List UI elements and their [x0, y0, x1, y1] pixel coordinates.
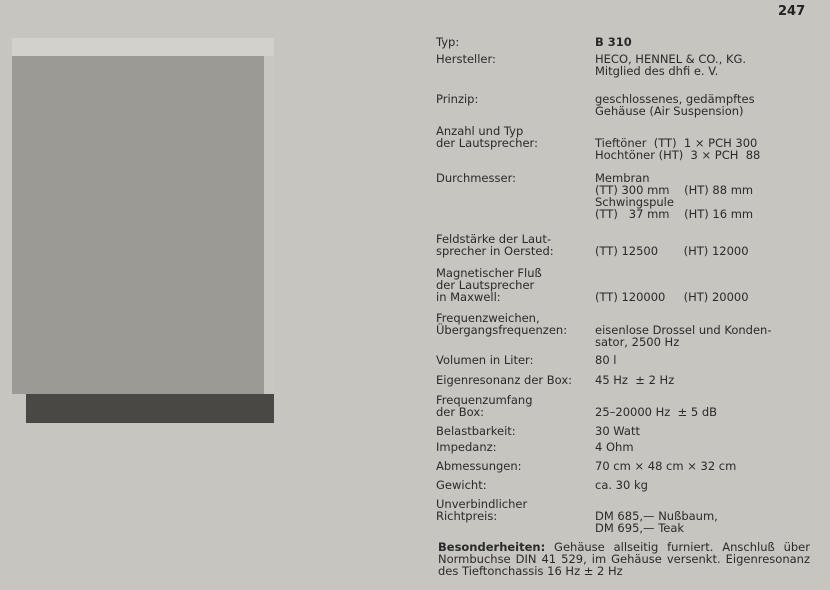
cabinet-front-grille — [12, 56, 264, 394]
spec-label: Feldstärke der Laut- sprecher in Oersted: — [436, 232, 554, 258]
spec-value: eisenlose Drossel und Konden- sator, 2500 Hz — [595, 323, 772, 349]
spec-value: 30 Watt — [595, 424, 640, 438]
spec-label: Frequenzweichen, Übergangsfrequenzen: — [436, 311, 568, 337]
spec-label: Impedanz: — [436, 440, 497, 454]
speaker-cabinet-image — [12, 38, 274, 423]
spec-label: Frequenzumfang der Box: — [436, 393, 533, 419]
cabinet-side — [264, 56, 274, 394]
spec-label: Durchmesser: — [436, 171, 516, 185]
spec-label: Magnetischer Fluß der Lautsprecher in Maxwell: — [436, 266, 542, 304]
spec-value: DM 685,— Nußbaum, DM 695,— Teak — [595, 509, 718, 535]
spec-value: (TT) 120000 (HT) 20000 — [595, 290, 749, 304]
spec-value: B 310 — [595, 35, 632, 49]
spec-label: Typ: — [436, 35, 460, 49]
spec-value: 4 Ohm — [595, 440, 634, 454]
spec-value: HECO, HENNEL & CO., KG. Mitglied des dhfi e. V. — [595, 52, 747, 78]
spec-value: 25–20000 Hz ± 5 dB — [595, 405, 718, 419]
notes-label: Besonderheiten: — [438, 540, 546, 554]
spec-value: 70 cm × 48 cm × 32 cm — [595, 459, 737, 473]
special-features-note — [438, 541, 810, 577]
spec-label: Prinzip: — [436, 92, 479, 106]
spec-label: Belastbarkeit: — [436, 424, 516, 438]
spec-value: geschlossenes, gedämpftes Gehäuse (Air Suspension) — [595, 92, 755, 118]
spec-label: Eigenresonanz der Box: — [436, 373, 573, 387]
cabinet-base — [26, 394, 274, 423]
spec-value: Tieftöner (TT) 1 × PCH 300 Hochtöner (HT) 3 × PCH 88 — [595, 136, 761, 162]
cabinet-top — [12, 38, 274, 58]
spec-value: 80 l — [595, 353, 617, 367]
page-number: 247 — [778, 4, 806, 19]
spec-label: Unverbindlicher Richtpreis: — [436, 497, 528, 523]
spec-label: Gewicht: — [436, 478, 487, 492]
spec-label: Hersteller: — [436, 52, 496, 66]
spec-value: Membran (TT) 300 mm (HT) 88 mm Schwingspule (TT) 37 mm (HT) 16 mm — [595, 171, 754, 221]
spec-label: Anzahl und Typ der Lautsprecher: — [436, 124, 538, 150]
spec-value: 45 Hz ± 2 Hz — [595, 373, 675, 387]
spec-value: ca. 30 kg — [595, 478, 648, 492]
spec-value: (TT) 12500 (HT) 12000 — [595, 244, 749, 258]
spec-label: Volumen in Liter: — [436, 353, 534, 367]
spec-label: Abmessungen: — [436, 459, 522, 473]
notes-text: Gehäuse allseitig furniert. Anschluß über Normbuchse DIN 41 529, im Gehäuse versenkt. Eigenresonanz des Tieftonchassis 16 Hz ± 2 Hz — [438, 540, 810, 578]
